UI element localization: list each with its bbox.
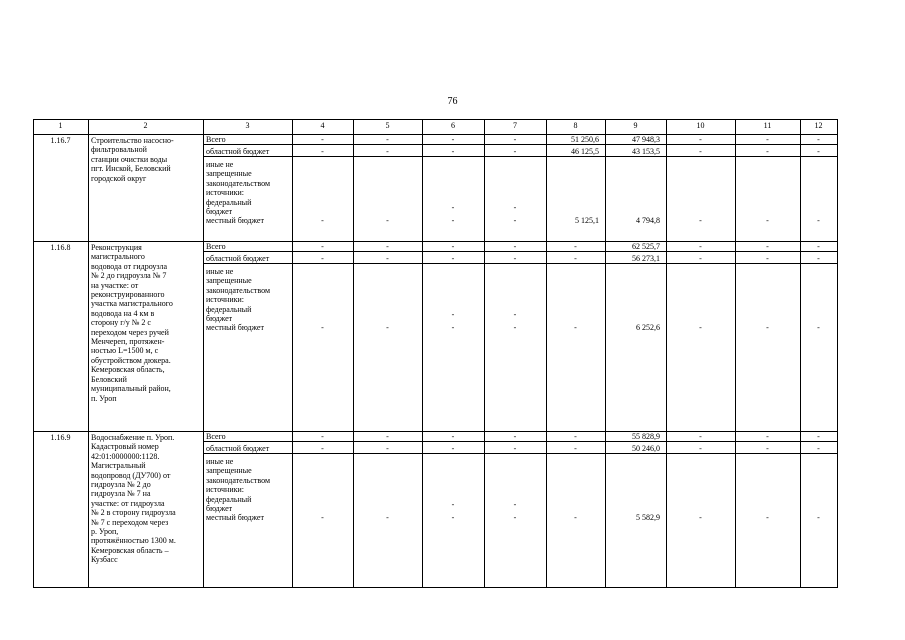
source-total-label: Всего bbox=[206, 432, 226, 441]
value-local: - bbox=[817, 513, 820, 523]
value-regional: - bbox=[321, 254, 324, 263]
value-regional: - bbox=[386, 147, 389, 156]
value-regional: - bbox=[766, 147, 769, 156]
value-regional: - bbox=[513, 444, 517, 453]
header-cell: 1 bbox=[58, 121, 63, 130]
value-total: 51 250,6 bbox=[571, 135, 599, 144]
value-local: - bbox=[817, 216, 820, 226]
item-name: Реконструкция магистрального водовода от гидроузла № 2 до гидроузла № 7 на участке: от реконструированного участка магистрального водовода на 4 км в сторону г/у № 2 с переходом через ручей Менчереп, протяжен- ностью L=1500 м, с обустройством дюкера. Кемеровская область, Беловский муниципальный район, п. Уроп bbox=[91, 243, 173, 403]
value-regional: - bbox=[321, 444, 324, 453]
value-total: - bbox=[699, 242, 702, 251]
value-total: - bbox=[766, 432, 769, 441]
value-total: - bbox=[321, 135, 324, 144]
source-regional-label: областной бюджет bbox=[206, 444, 270, 453]
value-total: - bbox=[817, 242, 820, 251]
value-local: - bbox=[451, 513, 455, 523]
value-total: 47 948,3 bbox=[632, 135, 660, 144]
source-other-label: иные не запрещенные законодательством источники: федеральный бюджет местный бюджет bbox=[206, 267, 271, 333]
value-regional: - bbox=[321, 147, 324, 156]
value-regional: - bbox=[451, 254, 455, 263]
value-total: - bbox=[451, 432, 455, 441]
value-regional: 46 125,5 bbox=[571, 147, 599, 156]
source-regional-label: областной бюджет bbox=[206, 147, 270, 156]
value-regional: - bbox=[386, 254, 389, 263]
value-total: 62 525,7 bbox=[632, 242, 660, 251]
header-cell: 2 bbox=[143, 121, 148, 130]
value-local: - bbox=[386, 216, 389, 226]
value-total: - bbox=[321, 432, 324, 441]
item-name: Строительство насосно- фильтровальной станции очистки воды пгт. Инской, Беловский городской округ bbox=[91, 136, 174, 183]
value-regional: - bbox=[451, 147, 455, 156]
value-total: - bbox=[574, 432, 577, 441]
value-regional: - bbox=[766, 254, 769, 263]
value-local: - bbox=[574, 323, 577, 333]
value-total: - bbox=[386, 242, 389, 251]
value-total: - bbox=[321, 242, 324, 251]
item-code: 1.16.7 bbox=[50, 136, 71, 145]
value-local: - bbox=[699, 513, 702, 523]
value-federal: - bbox=[451, 203, 455, 212]
value-local: - bbox=[321, 513, 324, 523]
value-local: 6 252,6 bbox=[636, 323, 660, 333]
value-total: - bbox=[451, 242, 455, 251]
header-cell: 10 bbox=[696, 121, 705, 130]
value-local: - bbox=[513, 216, 517, 226]
value-total: - bbox=[451, 135, 455, 144]
column-rule bbox=[203, 119, 204, 588]
value-total: - bbox=[513, 242, 517, 251]
header-cell: 8 bbox=[573, 121, 578, 130]
value-regional: - bbox=[513, 254, 517, 263]
value-federal: - bbox=[513, 500, 517, 509]
item-code: 1.16.8 bbox=[50, 243, 71, 252]
value-regional: - bbox=[513, 147, 517, 156]
value-local: - bbox=[321, 216, 324, 226]
value-total: - bbox=[574, 242, 577, 251]
value-total: - bbox=[699, 432, 702, 441]
source-other-label: иные не запрещенные законодательством источники: федеральный бюджет местный бюджет bbox=[206, 457, 271, 523]
value-local: - bbox=[451, 323, 455, 333]
value-regional: - bbox=[699, 254, 702, 263]
value-total: - bbox=[817, 135, 820, 144]
value-federal: - bbox=[513, 203, 517, 212]
value-total: - bbox=[386, 432, 389, 441]
value-federal: - bbox=[451, 310, 455, 319]
source-total-label: Всего bbox=[206, 242, 226, 251]
value-local: - bbox=[699, 216, 702, 226]
value-total: - bbox=[817, 432, 820, 441]
value-local: - bbox=[817, 323, 820, 333]
header-cell: 4 bbox=[320, 121, 325, 130]
value-local: 5 582,9 bbox=[636, 513, 660, 523]
header-cell: 12 bbox=[814, 121, 823, 130]
value-total: - bbox=[766, 242, 769, 251]
header-cell: 9 bbox=[633, 121, 638, 130]
value-local: - bbox=[699, 323, 702, 333]
value-local: - bbox=[766, 513, 769, 523]
value-regional: - bbox=[699, 147, 702, 156]
value-regional: 50 246,0 bbox=[632, 444, 660, 453]
value-local: - bbox=[766, 323, 769, 333]
value-local: - bbox=[513, 513, 517, 523]
value-federal: - bbox=[513, 310, 517, 319]
source-regional-label: областной бюджет bbox=[206, 254, 270, 263]
header-cell: 11 bbox=[763, 121, 772, 130]
value-local: 5 125,1 bbox=[575, 216, 599, 226]
value-total: - bbox=[766, 135, 769, 144]
value-regional: - bbox=[451, 444, 455, 453]
value-regional: - bbox=[817, 444, 820, 453]
column-rule bbox=[837, 119, 838, 588]
value-local: 4 794,8 bbox=[636, 216, 660, 226]
value-total: - bbox=[513, 135, 517, 144]
value-local: - bbox=[574, 513, 577, 523]
value-regional: - bbox=[699, 444, 702, 453]
table-border-bottom bbox=[33, 587, 838, 588]
value-regional: - bbox=[766, 444, 769, 453]
value-local: - bbox=[766, 216, 769, 226]
column-rule bbox=[88, 119, 89, 588]
value-regional: 56 273,1 bbox=[632, 254, 660, 263]
header-cell: 3 bbox=[245, 121, 250, 130]
item-name: Водоснабжение п. Уроп. Кадастровый номер 42:01:0000000:1128. Магистральный водопровод (ДУ700) от гидроузла № 2 до гидроузла № 7 на участке: от гидроузла № 2 в сторону гидроузла № 7 с переходом через р. Уроп, протяжённостью 1300 м. Кемеровская область – Кузбасс bbox=[91, 433, 176, 565]
value-local: - bbox=[513, 323, 517, 333]
value-local: - bbox=[386, 323, 389, 333]
item-code: 1.16.9 bbox=[50, 433, 71, 442]
value-local: - bbox=[386, 513, 389, 523]
source-total-label: Всего bbox=[206, 135, 226, 144]
value-regional: 43 153,5 bbox=[632, 147, 660, 156]
header-cell: 6 bbox=[451, 121, 455, 130]
table-border-top bbox=[33, 119, 838, 120]
header-cell: 7 bbox=[513, 121, 517, 130]
value-regional: - bbox=[817, 254, 820, 263]
value-federal: - bbox=[451, 500, 455, 509]
page-number: 76 bbox=[447, 96, 458, 107]
value-local: - bbox=[451, 216, 455, 226]
value-regional: - bbox=[386, 444, 389, 453]
value-total: - bbox=[386, 135, 389, 144]
value-regional: - bbox=[574, 444, 577, 453]
value-local: - bbox=[321, 323, 324, 333]
header-cell: 5 bbox=[385, 121, 390, 130]
value-regional: - bbox=[574, 254, 577, 263]
value-total: 55 828,9 bbox=[632, 432, 660, 441]
value-total: - bbox=[699, 135, 702, 144]
value-regional: - bbox=[817, 147, 820, 156]
value-total: - bbox=[513, 432, 517, 441]
column-rule bbox=[33, 119, 34, 588]
source-other-label: иные не запрещенные законодательством источники: федеральный бюджет местный бюджет bbox=[206, 160, 271, 226]
